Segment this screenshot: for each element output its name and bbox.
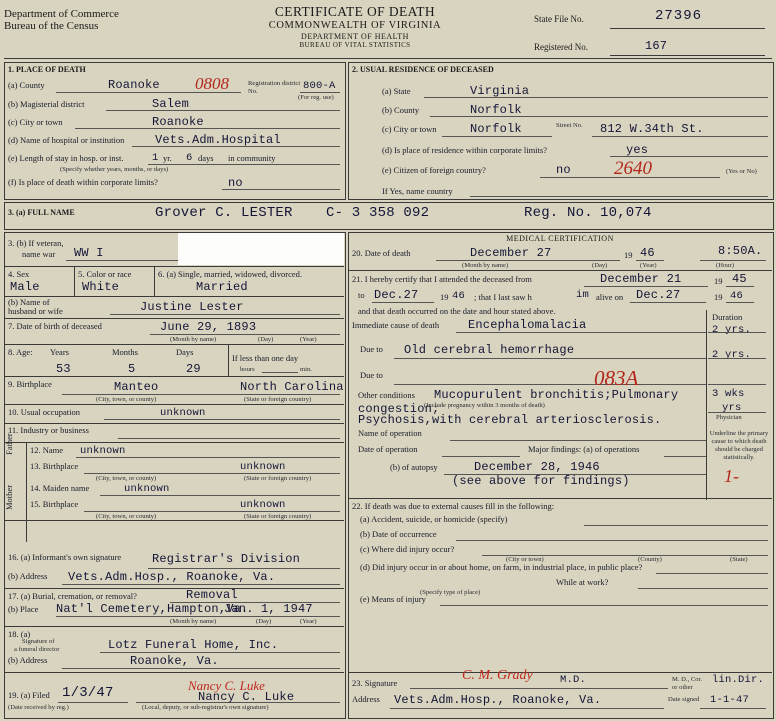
mother-name-value: unknown <box>124 483 170 495</box>
pod-city-label: (c) City or town <box>8 117 63 127</box>
date-of-death-label: 20. Date of death <box>352 248 411 258</box>
sex-value: Male <box>10 280 40 294</box>
age-less-than-day-label: If less than one day <box>232 353 299 363</box>
date-signed-label: Date signed <box>668 696 700 703</box>
physician-address-value: Vets.Adm.Hosp., Roanoke, Va. <box>394 693 602 707</box>
pod-magisterial-value: Salem <box>152 97 190 111</box>
filed-date-value: 1/3/47 <box>62 685 114 701</box>
occupation-value: unknown <box>160 407 206 419</box>
dod-year-note: (Year) <box>640 262 657 269</box>
funeral-signature-note2: a funeral director <box>14 646 60 653</box>
physician-signature-script: C. M. Grady <box>462 668 533 683</box>
res-street-value: 812 W.34th St. <box>600 122 704 136</box>
age-months-value: 5 <box>128 362 136 376</box>
reg-no-value: 10,074 <box>600 205 652 221</box>
registration-district-label: Registration district No. <box>248 80 301 95</box>
major-findings-label: Major findings: (a) of operations <box>528 444 640 454</box>
attended-from-year: 45 <box>732 272 747 286</box>
age-label: 8. Age: <box>8 347 33 357</box>
age-years-label: Years <box>50 347 69 357</box>
informant-address-label: (b) Address <box>8 571 48 581</box>
filed-date-note: (Date received by reg.) <box>8 704 69 711</box>
duration-4-value: yrs <box>722 402 742 414</box>
mother-birthplace-value: unknown <box>240 499 286 511</box>
physician-address-label: Address <box>352 694 380 704</box>
pod-in-community-label: in community <box>228 153 276 163</box>
res-corporate-limits-label: (d) Is place of residence within corporate limits? <box>382 145 547 155</box>
external-c-county-note: (County) <box>638 556 662 563</box>
res-street-label: Street No. <box>556 122 583 129</box>
pod-county-label: (a) County <box>8 80 45 90</box>
father-group-label: Father <box>4 433 14 455</box>
dod-hour-value: 8:50A. <box>718 244 763 258</box>
due-to-1-value: Old cerebral hemorrhage <box>404 343 575 357</box>
res-state-label: (a) State <box>382 86 411 96</box>
disposition-place-label: (b) Place <box>8 604 39 614</box>
other-conditions-line1: Mucopurulent bronchitis;Pulmonary <box>434 388 679 402</box>
registration-district-value: 800-A <box>303 80 336 92</box>
autopsy-mark: 1- <box>724 466 739 486</box>
physician-note: Physician <box>716 414 742 421</box>
res-county-value: Norfolk <box>470 103 522 117</box>
res-foreign-stamp: 2640 <box>614 158 652 179</box>
last-saw-label: ; that I last saw h <box>474 292 532 302</box>
dod-year-value: 46 <box>640 246 655 260</box>
funeral-address-label: (b) Address <box>8 655 48 665</box>
certificate-title: CERTIFICATE OF DEATH <box>274 4 436 19</box>
pod-length-days-value: 6 <box>186 152 193 164</box>
veteran-label: 3. (b) If veteran, <box>8 238 64 248</box>
res-county-label: (b) County <box>382 105 420 115</box>
mother-name-label: 14. Maiden name <box>30 483 90 493</box>
father-birthplace-city-note: (City, town, or county) <box>96 475 157 482</box>
res-country-label: If Yes, name country <box>382 186 453 196</box>
disposition-value: Removal <box>186 588 238 602</box>
res-city-value: Norfolk <box>470 122 522 136</box>
underline-primary-cause-note: Underline the primary cause to which death should be charged statistically. <box>709 430 769 461</box>
other-conditions-line3: Psychosis,with cerebral arteriosclerosis. <box>358 413 662 427</box>
usual-residence-heading: 2. USUAL RESIDENCE OF DECEASED <box>352 65 494 74</box>
or-other-label: or other <box>672 684 693 691</box>
external-causes-label: 22. If death was due to external causes fill in the following: <box>352 501 555 511</box>
last-alive-year: 46 <box>730 290 744 302</box>
pod-length-yr-unit: yr. <box>163 153 172 163</box>
pod-corporate-limits-label: (f) Is place of death within corporate limits? <box>8 177 158 187</box>
birth-year-note: (Year) <box>300 336 317 343</box>
res-corporate-limits-value: yes <box>626 143 649 157</box>
pod-length-days-unit: days <box>198 153 214 163</box>
state-file-label: State File No. <box>534 14 584 24</box>
other-conditions-label: Other conditions <box>358 390 415 400</box>
veteran-war-value: WW I <box>74 246 104 260</box>
age-days-label: Days <box>176 347 194 357</box>
father-name-value: unknown <box>80 445 126 457</box>
last-saw-him: im <box>576 289 590 301</box>
disposition-label: 17. (a) Burial, cremation, or removal? <box>8 591 137 601</box>
mother-birthplace-city-note: (City, town, or county) <box>96 513 157 520</box>
informant-value: Registrar's Division <box>152 552 301 566</box>
full-name-label: 3. (a) FULL NAME <box>8 208 75 217</box>
physician-signature-label: 23. Signature <box>352 678 398 688</box>
while-at-work-label: While at work? <box>556 577 609 587</box>
last-alive-value: Dec.27 <box>636 288 681 302</box>
res-city-label: (c) City or town <box>382 124 437 134</box>
medical-certification-heading: MEDICAL CERTIFICATION <box>506 234 614 243</box>
pod-magisterial-label: (b) Magisterial district <box>8 99 85 109</box>
dod-year-prefix: 19 <box>624 250 633 260</box>
age-months-label: Months <box>112 347 138 357</box>
spouse-label: (b) Name of husband or wife <box>8 297 63 316</box>
autopsy-label: (b) of autopsy <box>390 462 438 472</box>
age-days-value: 29 <box>186 362 201 376</box>
disposition-place-value: Nat'l Cemetery,Hampton,Va. <box>56 602 249 616</box>
funeral-director-label: 18. (a) <box>8 629 31 639</box>
registrar-signature-note: (Local, deputy, or sub-registrar's own signature) <box>142 704 269 711</box>
res-foreign-citizen-label: (e) Citizen of foreign country? <box>382 165 486 175</box>
age-hours-label: hours <box>240 366 255 373</box>
color-race-label: 5. Color or race <box>78 269 132 279</box>
md-coroner-label: M. D., Cor. <box>672 676 703 683</box>
dod-month-note: (Month by name) <box>462 262 509 269</box>
operation-name-label: Name of operation <box>358 428 422 438</box>
registrar-signature-script: Nancy C. Luke <box>188 678 265 693</box>
pod-length-stay-label: (e) Length of stay in hosp. or inst. <box>8 153 124 163</box>
attendance-statement: 21. I hereby certify that I attended the deceased from <box>352 274 532 284</box>
attended-to-value: Dec.27 <box>374 288 419 302</box>
age-years-value: 53 <box>56 362 71 376</box>
death-occurred-statement: and that death occurred on the date and hour stated above. <box>358 306 556 316</box>
cause-code-stamp: 083A <box>594 366 639 390</box>
spouse-value: Justine Lester <box>140 300 244 314</box>
redacted-area <box>178 233 344 265</box>
attended-to-year-prefix: 19 <box>440 292 449 302</box>
res-yes-or-no-note: (Yes or No) <box>726 168 757 175</box>
duration-3-value: 3 wks <box>712 388 745 400</box>
pod-length-yr-value: 1 <box>152 152 159 164</box>
bureau-vital-statistics: BUREAU OF VITAL STATISTICS <box>299 41 411 49</box>
for-reg-use-note: (For reg. use) <box>298 94 334 101</box>
clinical-director-value: lin.Dir. <box>712 674 765 686</box>
serial-number: C- 3 358 092 <box>326 205 430 221</box>
pod-city-value: Roanoke <box>152 115 204 129</box>
birthplace-city-note: (City, town, or county) <box>96 396 157 403</box>
color-race-value: White <box>82 280 120 294</box>
disposition-year-note: (Year) <box>300 618 317 625</box>
external-c-state-note: (State) <box>730 556 748 563</box>
age-min-label: min. <box>300 366 312 373</box>
due-to-2-label: Due to <box>360 370 383 380</box>
birth-date-label: 7. Date of birth of deceased <box>8 321 102 331</box>
due-to-1-label: Due to <box>360 344 383 354</box>
to-label: to <box>358 290 365 300</box>
date-signed-value: 1-1-47 <box>710 694 750 706</box>
other-conditions-line2: congestion; <box>358 402 440 416</box>
father-birthplace-value: unknown <box>240 461 286 473</box>
mother-birthplace-label: 15. Birthplace <box>30 499 79 509</box>
mother-birthplace-state-note: (State or foreign country) <box>244 513 312 520</box>
specify-type-of-place-note: (Specify type of place) <box>420 589 481 596</box>
physician-md-suffix: M.D. <box>560 674 587 686</box>
informant-address-value: Vets.Adm.Hosp., Roanoke, Va. <box>68 570 276 584</box>
dod-day-note: (Day) <box>592 262 608 269</box>
funeral-director-value: Lotz Funeral Home, Inc. <box>108 638 279 652</box>
father-birthplace-state-note: (State or foreign country) <box>244 475 312 482</box>
external-e-label: (e) Means of injury <box>360 594 426 604</box>
disposition-day-note: (Day) <box>256 618 272 625</box>
pod-corporate-limits-value: no <box>228 176 243 190</box>
birth-day-note: (Day) <box>258 336 274 343</box>
dod-hour-note: (Hour) <box>716 262 734 269</box>
external-b-label: (b) Date of occurrence <box>360 529 437 539</box>
bureau-census: Bureau of the Census <box>4 20 99 32</box>
pod-county-value: Roanoke <box>108 78 160 92</box>
immediate-cause-value: Encephalomalacia <box>468 318 587 332</box>
birthplace-city-value: Manteo <box>114 380 159 394</box>
header-dept-block <box>4 8 164 32</box>
date-of-death-value: December 27 <box>470 246 552 260</box>
res-foreign-citizen-value: no <box>556 163 571 177</box>
birthplace-label: 9. Birthplace <box>8 379 52 389</box>
operation-date-label: Date of operation <box>358 444 418 454</box>
marital-value: Married <box>196 280 248 294</box>
disposition-date-value: Jan. 1, 1947 <box>224 602 313 616</box>
father-birthplace-label: 13. Birthplace <box>30 461 79 471</box>
pod-length-note: (Specify whether years, months, or days) <box>60 166 169 173</box>
occupation-label: 10. Usual occupation <box>8 407 80 417</box>
birthplace-state-value: North Carolina <box>240 380 344 394</box>
registrar-signature-value: Nancy C. Luke <box>198 690 295 704</box>
pod-county-stamp: 0808 <box>195 74 229 93</box>
attended-to-year: 46 <box>452 290 466 302</box>
reg-no-label: Reg. No. <box>524 205 593 221</box>
dept-health: DEPARTMENT OF HEALTH <box>301 32 409 41</box>
commonwealth-subtitle: COMMONWEALTH OF VIRGINIA <box>268 20 442 31</box>
certificate-title-block <box>190 4 520 49</box>
sex-label: 4. Sex <box>8 269 30 279</box>
place-of-death-heading: 1. PLACE OF DEATH <box>8 65 86 74</box>
pod-hospital-label: (d) Name of hospital or institution <box>8 135 125 145</box>
external-c-label: (c) Where did injury occur? <box>360 544 455 554</box>
autopsy-findings-note: (see above for findings) <box>452 474 630 488</box>
registered-value: 167 <box>645 39 668 53</box>
father-name-label: 12. Name <box>30 445 64 455</box>
duration-label: Duration <box>712 312 743 322</box>
funeral-signature-note1: Signature of <box>22 638 55 645</box>
industry-label: 11. Industry or business <box>8 425 89 435</box>
veteran-war-label: name war <box>22 249 56 259</box>
external-c-city-note: (City or town) <box>506 556 544 563</box>
res-state-value: Virginia <box>470 84 530 98</box>
dept-commerce: Department of Commerce <box>4 8 119 20</box>
registered-label: Registered No. <box>534 42 588 52</box>
attended-from-value: December 21 <box>600 272 682 286</box>
last-alive-year-prefix: 19 <box>714 292 723 302</box>
other-conditions-note: (Include pregnancy within 3 months of death) <box>424 402 545 409</box>
filed-label: 19. (a) Filed <box>8 690 50 700</box>
external-d-label: (d) Did injury occur in or about home, on farm, in industrial place, in public place? <box>360 562 643 572</box>
autopsy-date-value: December 28, 1946 <box>474 460 600 474</box>
informant-label: 16. (a) Informant's own signature <box>8 552 122 562</box>
birth-date-value: June 29, 1893 <box>160 320 257 334</box>
duration-2-value: 2 yrs. <box>712 349 752 361</box>
external-a-label: (a) Accident, suicide, or homicide (specify) <box>360 514 508 524</box>
pod-hospital-value: Vets.Adm.Hospital <box>155 133 281 147</box>
mother-group-label: Mother <box>4 484 14 510</box>
disposition-month-note: (Month by name) <box>170 618 217 625</box>
birthplace-state-note: (State or foreign country) <box>244 396 312 403</box>
attended-from-year-prefix: 19 <box>714 276 723 286</box>
duration-1-value: 2 yrs. <box>712 324 752 336</box>
funeral-address-value: Roanoke, Va. <box>130 654 219 668</box>
full-name-value: Grover C. LESTER <box>155 205 293 221</box>
marital-label: 6. (a) Single, married, widowed, divorced. <box>158 269 302 279</box>
state-file-value: 27396 <box>655 8 703 24</box>
birth-month-note: (Month by name) <box>170 336 217 343</box>
alive-on-label: alive on <box>596 292 624 302</box>
immediate-cause-label: Immediate cause of death <box>352 320 440 330</box>
